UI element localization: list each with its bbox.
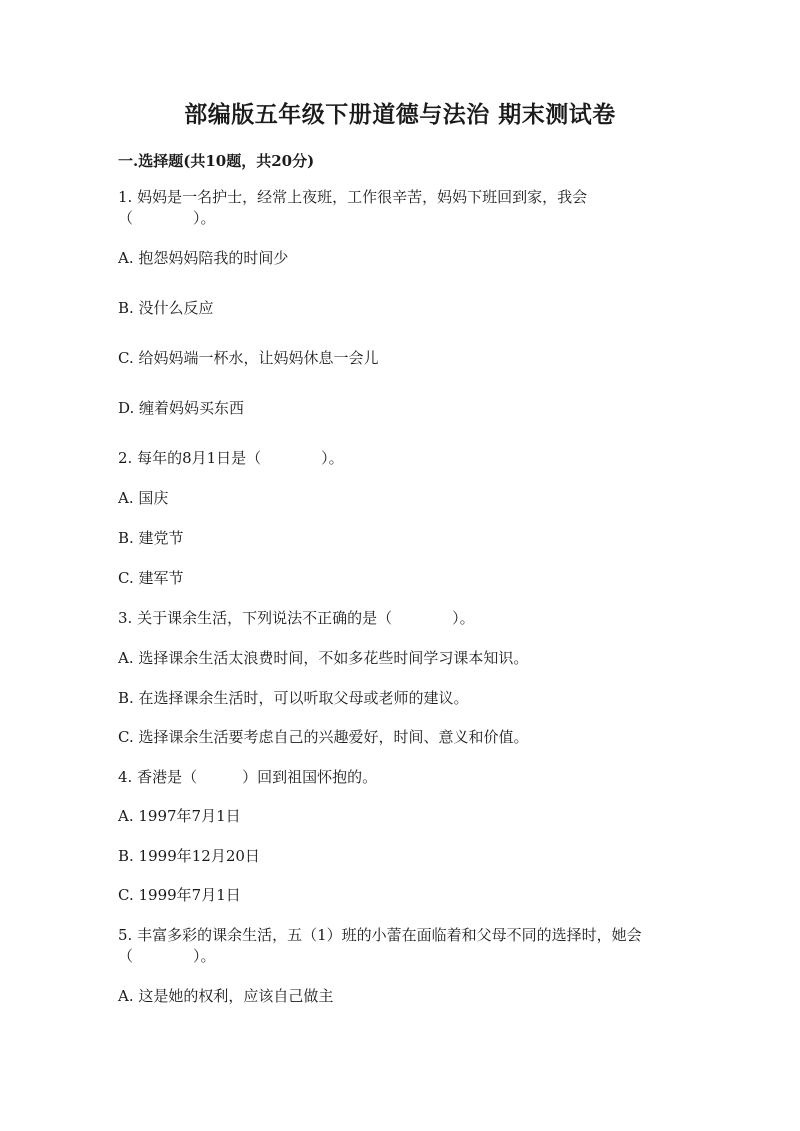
question-4-option-a: A. 1997年7月1日 xyxy=(118,807,241,825)
question-2-option-a: A. 国庆 xyxy=(118,489,169,507)
question-3-option-b: B. 在选择课余生活时，可以听取父母或老师的建议。 xyxy=(118,689,469,707)
question-4-option-b: B. 1999年12月20日 xyxy=(118,847,260,865)
section-heading: 一.选择题(共10题，共20分) xyxy=(118,152,315,170)
question-1-option-b: B. 没什么反应 xyxy=(118,299,214,317)
question-2-option-c: C. 建军节 xyxy=(118,569,184,587)
question-5-option-a: A. 这是她的权利，应该自己做主 xyxy=(118,987,334,1005)
page-title: 部编版五年级下册道德与法治 期末测试卷 xyxy=(184,101,616,128)
question-5-stem-line-1: 5. 丰富多彩的课余生活，五（1）班的小蕾在面临着和父母不同的选择时，她会 xyxy=(118,926,642,944)
question-4-option-c: C. 1999年7月1日 xyxy=(118,886,241,904)
question-3-option-c: C. 选择课余生活要考虑自己的兴趣爱好，时间、意义和价值。 xyxy=(118,728,529,746)
question-1-option-d: D. 缠着妈妈买东西 xyxy=(118,399,245,417)
question-2-option-b: B. 建党节 xyxy=(118,529,184,547)
question-1-option-a: A. 抱怨妈妈陪我的时间少 xyxy=(118,249,289,267)
question-1-stem-line-2: （ ）。 xyxy=(118,209,216,227)
question-3-option-a: A. 选择课余生活太浪费时间，不如多花些时间学习课本知识。 xyxy=(118,649,529,667)
question-4-stem: 4. 香港是（ ）回到祖国怀抱的。 xyxy=(118,768,378,786)
question-3-stem: 3. 关于课余生活，下列说法不正确的是（ ）。 xyxy=(118,609,475,627)
question-1-option-c: C. 给妈妈端一杯水，让妈妈休息一会儿 xyxy=(118,349,379,367)
question-2-stem: 2. 每年的8月1日是（ ）。 xyxy=(118,449,344,467)
question-1-stem-line-1: 1. 妈妈是一名护士，经常上夜班，工作很辛苦，妈妈下班回到家，我会 xyxy=(118,188,588,206)
question-5-stem-line-2: （ ）。 xyxy=(118,947,216,965)
